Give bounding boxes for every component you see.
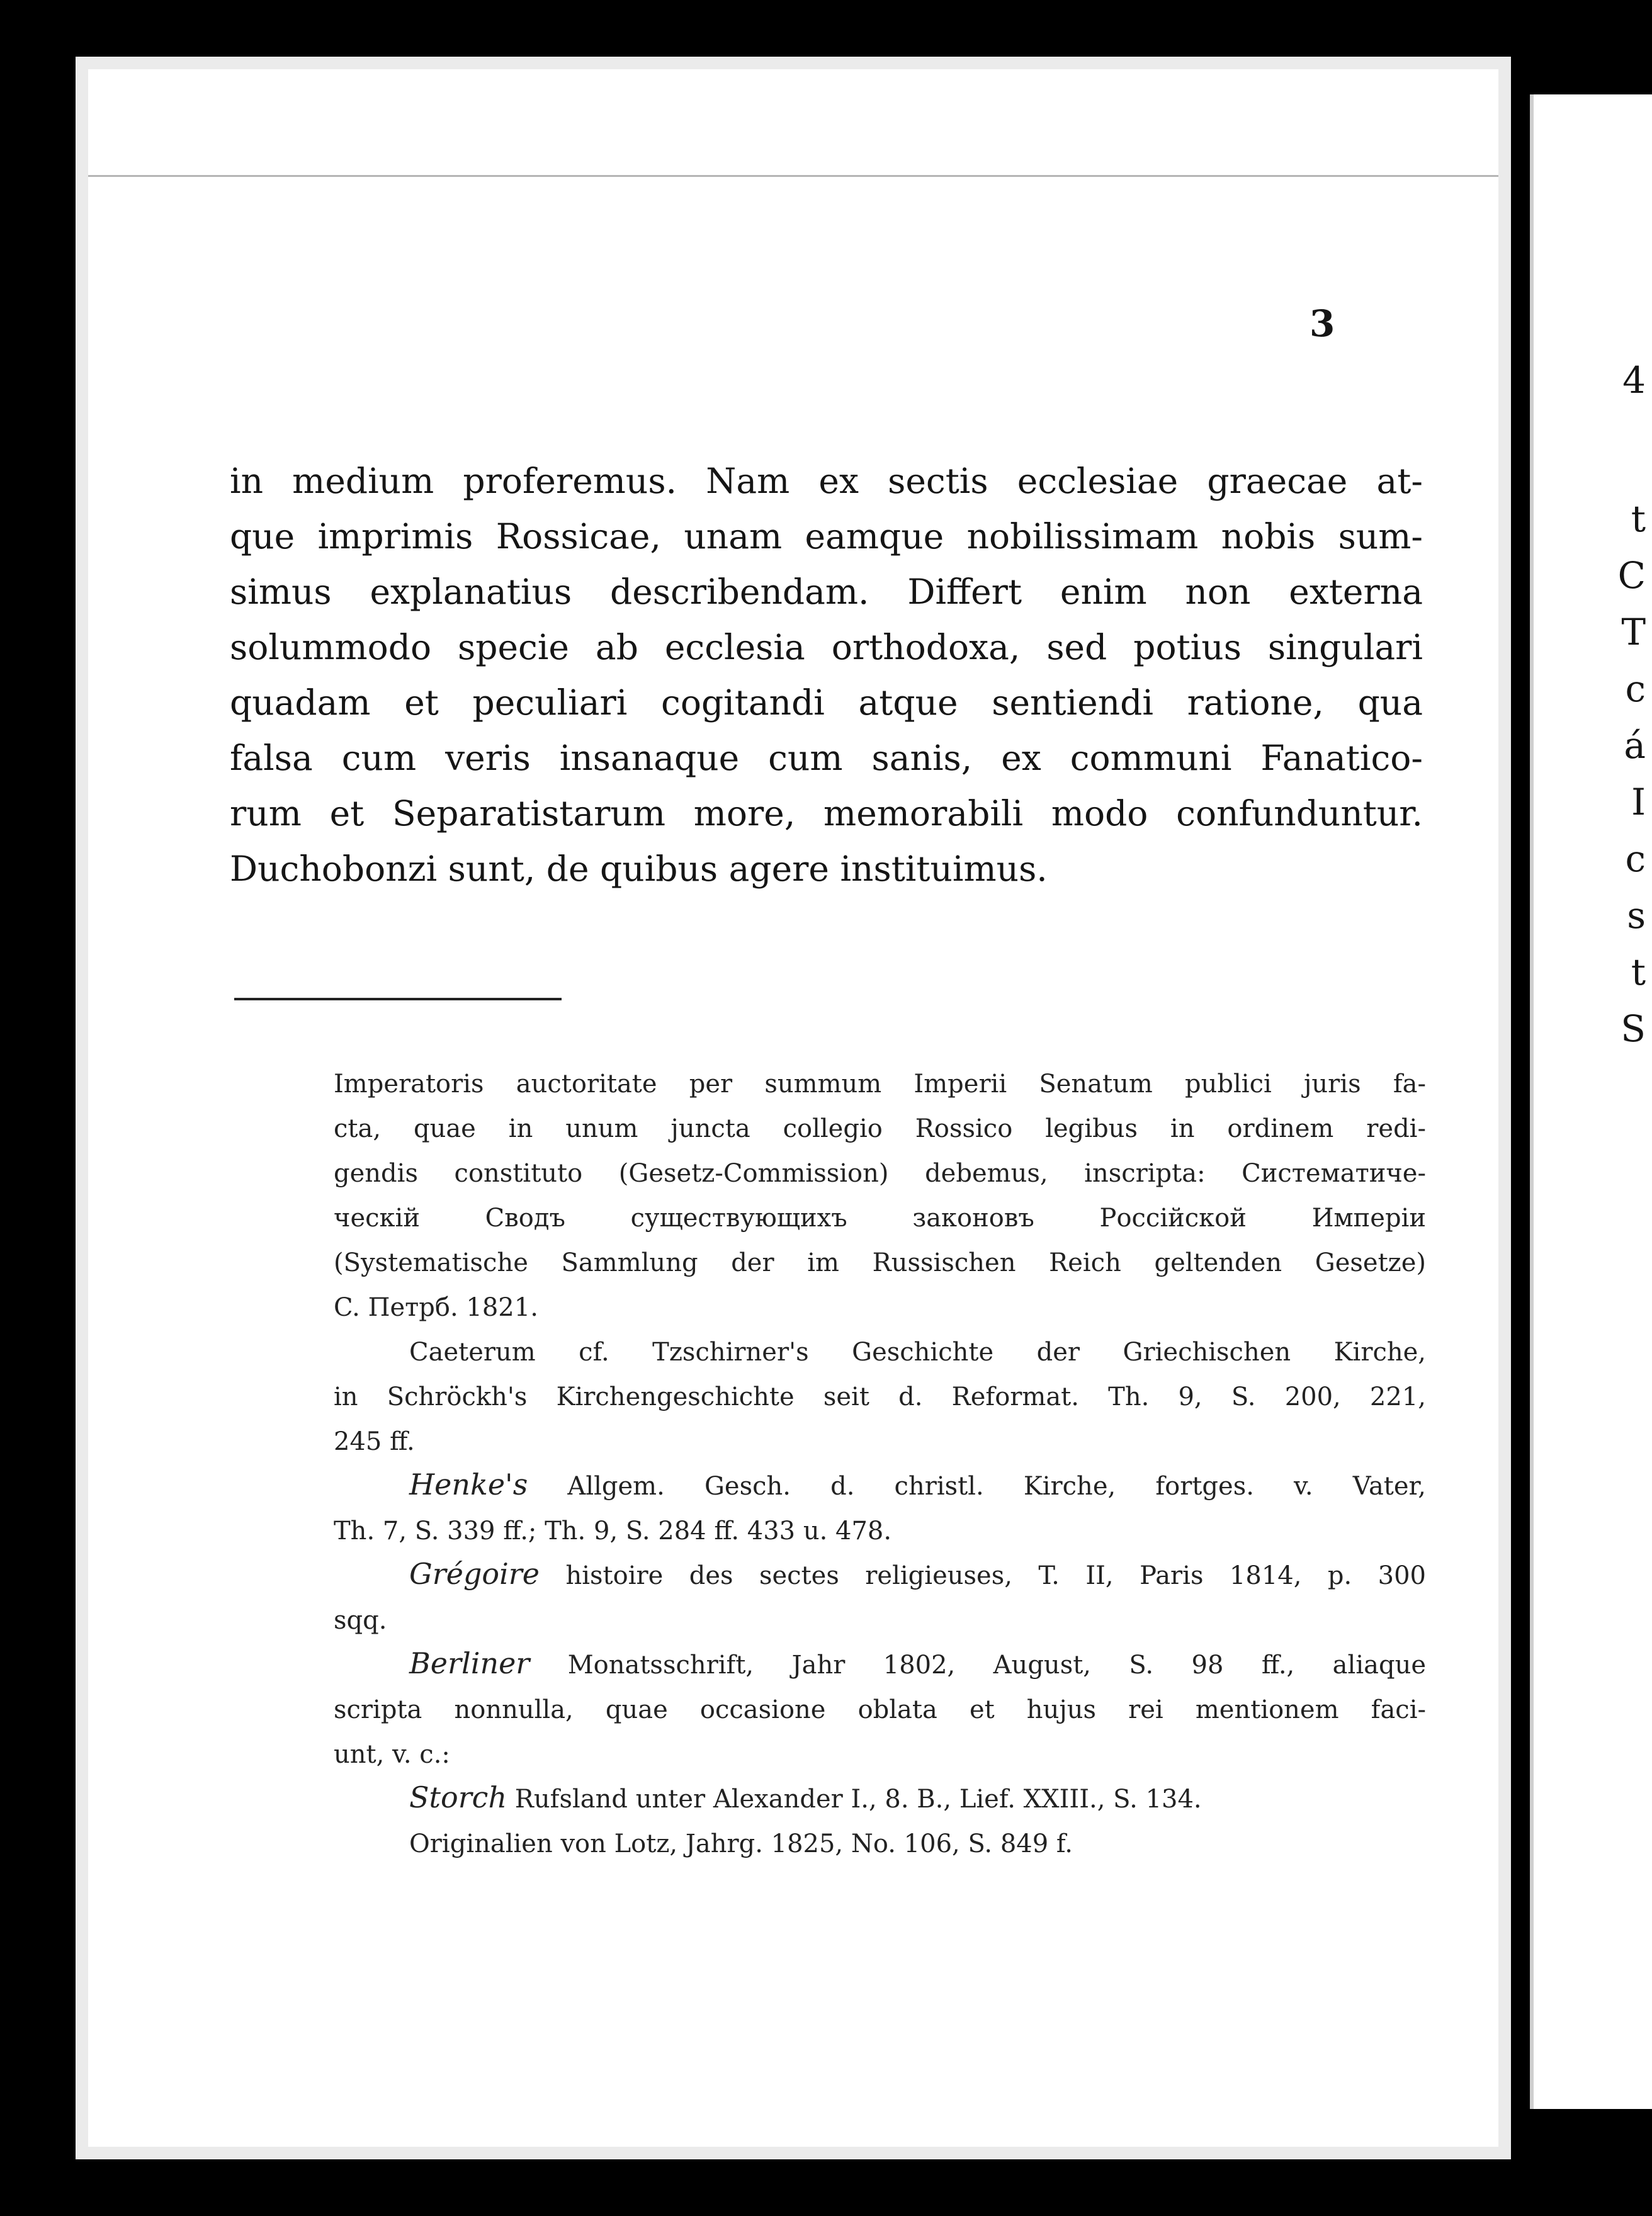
footnote-line: 245 ff.: [334, 1427, 415, 1456]
footnote-line: C. Петрб. 1821.: [334, 1293, 538, 1322]
footnotes: [334, 1061, 1426, 1865]
adjacent-page-glyph: C: [1617, 554, 1646, 597]
body-line: quadam et peculiari cogitandi atque sentiendi ratione, qua: [230, 682, 1423, 723]
footnote-separator: [234, 998, 562, 1000]
adjacent-page-strip: [1530, 94, 1652, 2109]
footnote-line: Imperatoris auctoritate per summum Imperii Senatum publici juris fa-: [334, 1070, 1426, 1099]
adjacent-page-glyph: c: [1625, 837, 1646, 880]
adjacent-page-glyph: t: [1631, 951, 1646, 993]
adjacent-page-glyph: 4: [1622, 359, 1646, 402]
adjacent-page-glyph: S: [1621, 1007, 1646, 1050]
body-line: que imprimis Rossicae, unam eamque nobilissimam nobis sum-: [230, 516, 1423, 557]
footnote-line: cta, quae in unum juncta collegio Rossico legibus in ordinem redi-: [334, 1114, 1426, 1143]
footnote-line: Grégoire histoire des sectes religieuses, T. II, Paris 1814, p. 300: [409, 1557, 1426, 1591]
body-line: Duchobonzi sunt, de quibus agere instituimus.: [230, 849, 1048, 889]
header-rule: [88, 175, 1498, 177]
body-text: [230, 453, 1423, 896]
footnote-line: sqq.: [334, 1606, 387, 1635]
footnote-line: scripta nonnulla, quae occasione oblata et hujus rei mentionem faci-: [334, 1695, 1426, 1724]
footnote-line: in Schröckh's Kirchengeschichte seit d. Reformat. Th. 9, S. 200, 221,: [334, 1382, 1426, 1411]
adjacent-page-glyph: á: [1624, 724, 1646, 767]
adjacent-page-glyph: s: [1627, 894, 1646, 937]
footnote-line: Henke's Allgem. Gesch. d. christl. Kirche, fortges. v. Vater,: [409, 1467, 1426, 1501]
adjacent-page-edge: [1530, 94, 1534, 2109]
footnote-line: ческій Сводъ существующихъ законовъ Россійской Имперіи: [334, 1204, 1426, 1233]
body-line: solummodo specie ab ecclesia orthodoxa, sed potius singulari: [230, 627, 1423, 667]
adjacent-page-glyph: t: [1631, 497, 1646, 540]
body-line: in medium proferemus. Nam ex sectis ecclesiae graecae at-: [230, 461, 1423, 501]
footnote-line: Berliner Monatsschrift, Jahr 1802, August, S. 98 ff., aliaque: [409, 1646, 1426, 1680]
body-line: simus explanatius describendam. Differt enim non externa: [230, 572, 1423, 612]
adjacent-page-glyph: c: [1625, 667, 1646, 710]
footnote-line: Caeterum cf. Tzschirner's Geschichte der Griechischen Kirche,: [409, 1338, 1426, 1367]
footnote-line: Th. 7, S. 339 ff.; Th. 9, S. 284 ff. 433 u. 478.: [334, 1517, 892, 1546]
footnote-line: unt, v. c.:: [334, 1740, 450, 1769]
footnote-line: Storch Rufsland unter Alexander I., 8. B., Lief. XXIII., S. 134.: [409, 1780, 1202, 1814]
body-line: falsa cum veris insanaque cum sanis, ex communi Fanatico-: [230, 738, 1423, 778]
footnote-line: gendis constituto (Gesetz-Commission) debemus, inscripta: Систематиче-: [334, 1159, 1426, 1188]
adjacent-page-glyph: T: [1621, 611, 1646, 653]
footnote-line: (Systematische Sammlung der im Russischen Reich geltenden Gesetze): [334, 1248, 1426, 1277]
body-line: rum et Separatistarum more, memorabili modo confunduntur.: [230, 793, 1423, 834]
page-number: 3: [1310, 302, 1335, 345]
footnote-line: Originalien von Lotz, Jahrg. 1825, No. 106, S. 849 f.: [409, 1829, 1073, 1858]
adjacent-page-glyph: I: [1631, 781, 1646, 823]
